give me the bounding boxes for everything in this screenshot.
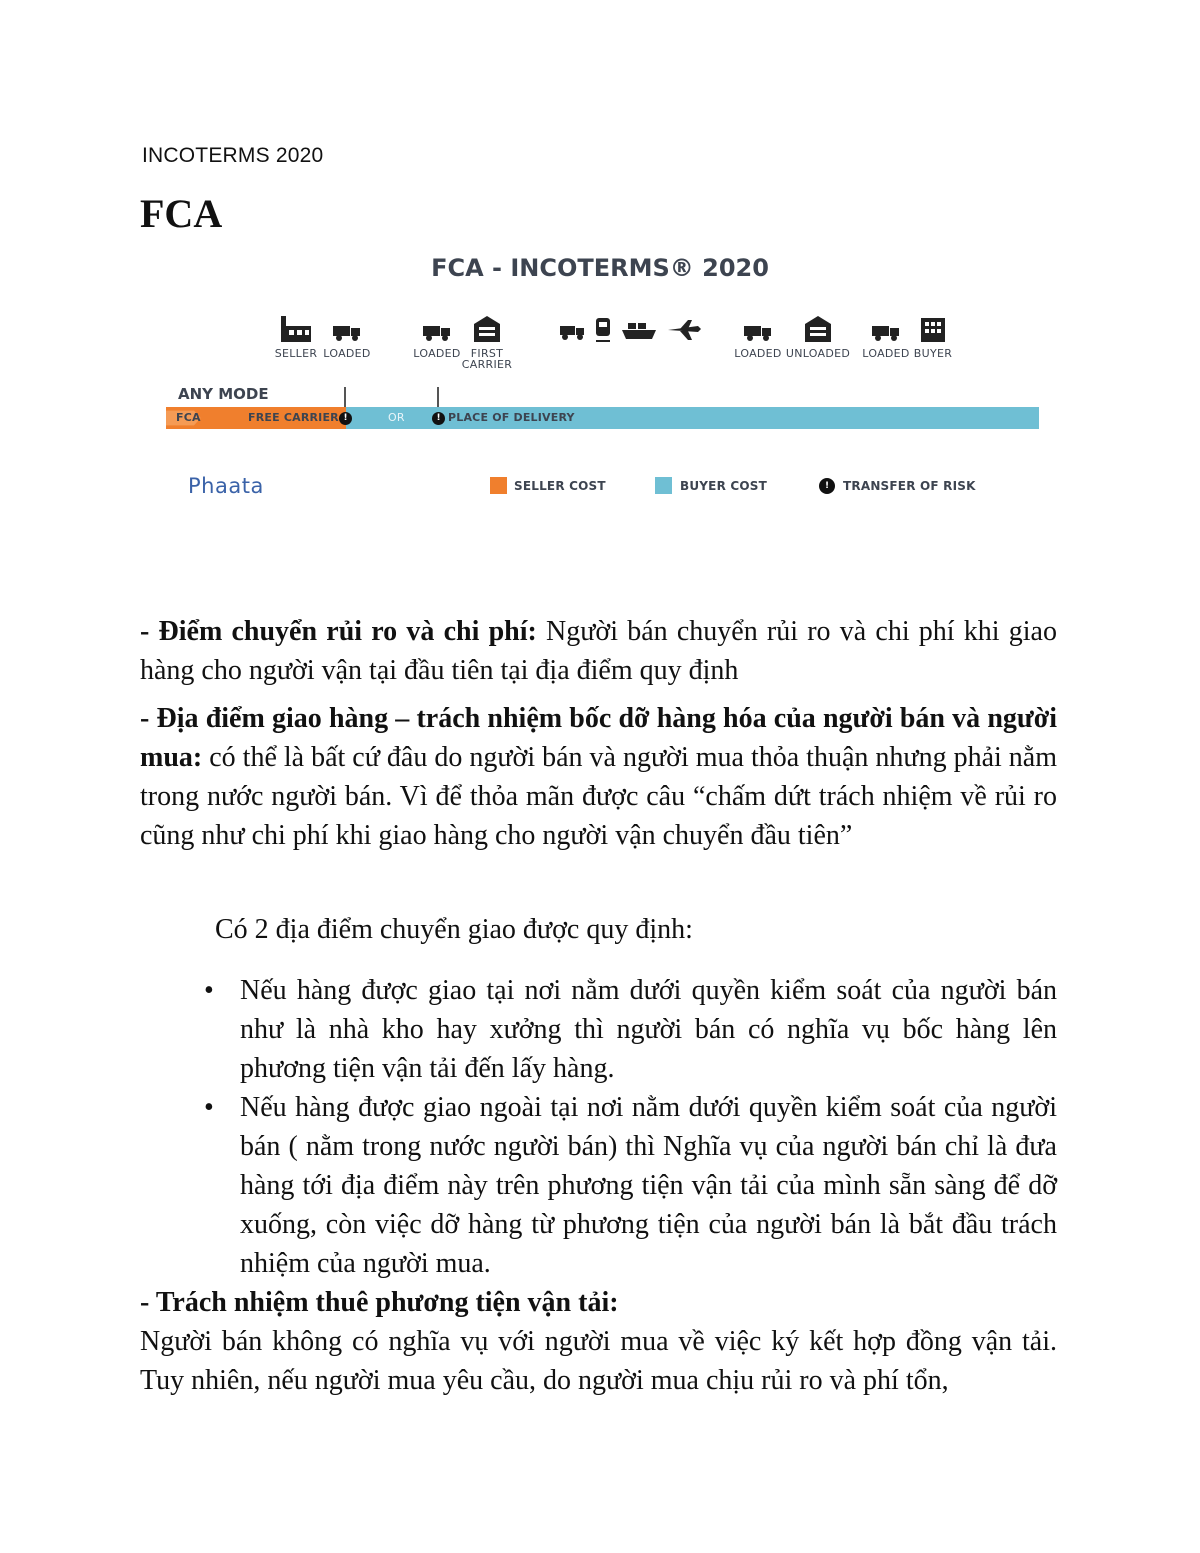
bar-label-place-of-delivery: PLACE OF DELIVERY — [448, 411, 575, 424]
warehouse-icon — [472, 314, 502, 344]
document-title: FCA — [140, 191, 223, 236]
text-risk-cost-transfer: Người bán chuyển rủi ro và chi phí khi giao hàng cho người vận tại đầu tiên tại địa điểm quy định — [140, 616, 1057, 686]
legend-transfer-of-risk: TRANSFER OF RISK — [843, 479, 976, 493]
truck-icon — [871, 314, 901, 344]
warehouse-icon — [803, 314, 833, 344]
bar-label-or: OR — [388, 411, 405, 424]
heading-transport-responsibility-text: - Trách nhiệm thuê phương tiện vận tải: — [140, 1287, 619, 1318]
bullet-icon: • — [204, 1092, 214, 1123]
plane-icon — [668, 320, 701, 340]
fca-diagram — [150, 250, 1050, 510]
building-icon — [918, 314, 948, 344]
stage-label-first: FIRST — [470, 347, 504, 360]
list-item-text: Nếu hàng được giao tại nơi nằm dưới quyền kiểm soát của người bán như là nhà kho hay xưởng thì người bán có nghĩa vụ bốc hàng lên phương tiện vận tải đến lấy hàng. — [240, 975, 1057, 1084]
diagram-title: FCA - INCOTERMS® 2020 — [431, 254, 769, 282]
stage-label-loaded: LOADED — [734, 347, 782, 360]
stage-label-buyer: BUYER — [913, 347, 953, 360]
legend-swatch-buyer-cost — [655, 477, 672, 494]
transport-modes — [558, 314, 703, 344]
stage-label-unloaded: UNLOADED — [785, 347, 851, 360]
transfer-of-risk-icon: ! — [432, 412, 445, 425]
stage-first-carrier — [452, 314, 522, 370]
truck-icon — [560, 326, 584, 340]
paragraph-delivery-place — [140, 699, 1057, 855]
paragraph-two-places: Có 2 địa điểm chuyển giao được quy định: — [215, 914, 693, 945]
list-item — [204, 1088, 1057, 1283]
list-item — [204, 971, 1057, 1088]
paragraph-risk-cost-transfer — [140, 612, 1057, 690]
stage-label-loaded: LOADED — [862, 347, 910, 360]
truck-icon — [743, 314, 773, 344]
list-item-text: Nếu hàng được giao ngoài tại nơi nằm dưới quyền kiểm soát của người bán ( nằm trong nước người bán) thì Nghĩa vụ của người bán chỉ là đưa hàng tới địa điểm này trên phương tiện vận tải của mình sẵn sàng để dỡ xuống, còn việc dỡ hàng từ phương tiện của người bán là bắt đầu trách nhiệm của người mua. — [240, 1092, 1057, 1279]
transfer-of-risk-icon: ! — [819, 478, 835, 494]
document-header: INCOTERMS 2020 — [142, 144, 324, 167]
stage-label-loaded: LOADED — [413, 347, 461, 360]
stage-loaded-1 — [312, 314, 382, 359]
stage-buyer — [898, 314, 968, 359]
stage-label-loaded: LOADED — [323, 347, 371, 360]
ship-icon — [622, 323, 656, 339]
bar-label-fca: FCA — [176, 411, 201, 424]
delivery-options-list — [204, 971, 1057, 1283]
factory-icon — [279, 314, 313, 344]
legend-swatch-seller-cost — [490, 477, 507, 494]
heading-delivery-place: - Địa điểm giao hàng – trách nhiệm bốc dỡ hàng hóa của người bán và người mua: — [140, 703, 1057, 773]
stage-label-carrier: CARRIER — [461, 358, 513, 371]
legend-seller-cost: SELLER COST — [514, 479, 606, 493]
heading-risk-cost-transfer: - Điểm chuyển rủi ro và chi phí: — [140, 616, 537, 647]
heading-transport-responsibility — [140, 1283, 1057, 1322]
stage-label-seller: SELLER — [274, 347, 318, 360]
bullet-icon: • — [204, 975, 214, 1006]
truck-icon — [422, 314, 452, 344]
truck-icon — [332, 314, 362, 344]
paragraph-transport-responsibility: Người bán không có nghĩa vụ với người mua về việc ký kết hợp đồng vận tải. Tuy nhiên, nếu người mua yêu cầu, do người mua chịu rủi ro và phí tổn, — [140, 1326, 1057, 1396]
transfer-of-risk-icon: ! — [339, 412, 352, 425]
mode-label: ANY MODE — [178, 385, 269, 403]
bar-label-free-carrier: FREE CARRIER — [248, 411, 339, 424]
stage-unloaded — [783, 314, 853, 359]
delivery-marker-2 — [437, 387, 439, 409]
brand-logo: Phaata — [188, 474, 264, 498]
legend-buyer-cost: BUYER COST — [680, 479, 768, 493]
delivery-marker-1 — [344, 387, 346, 409]
text-delivery-place: có thể là bất cứ đâu do người bán và người mua thỏa thuận nhưng phải nằm trong nước người bán. Vì để thỏa mãn được câu “chấm dứt trách nhiệm về rủi ro cũng như chi phí khi giao hàng cho người vận chuyển đầu tiên” — [140, 742, 1057, 851]
train-icon — [596, 318, 610, 341]
